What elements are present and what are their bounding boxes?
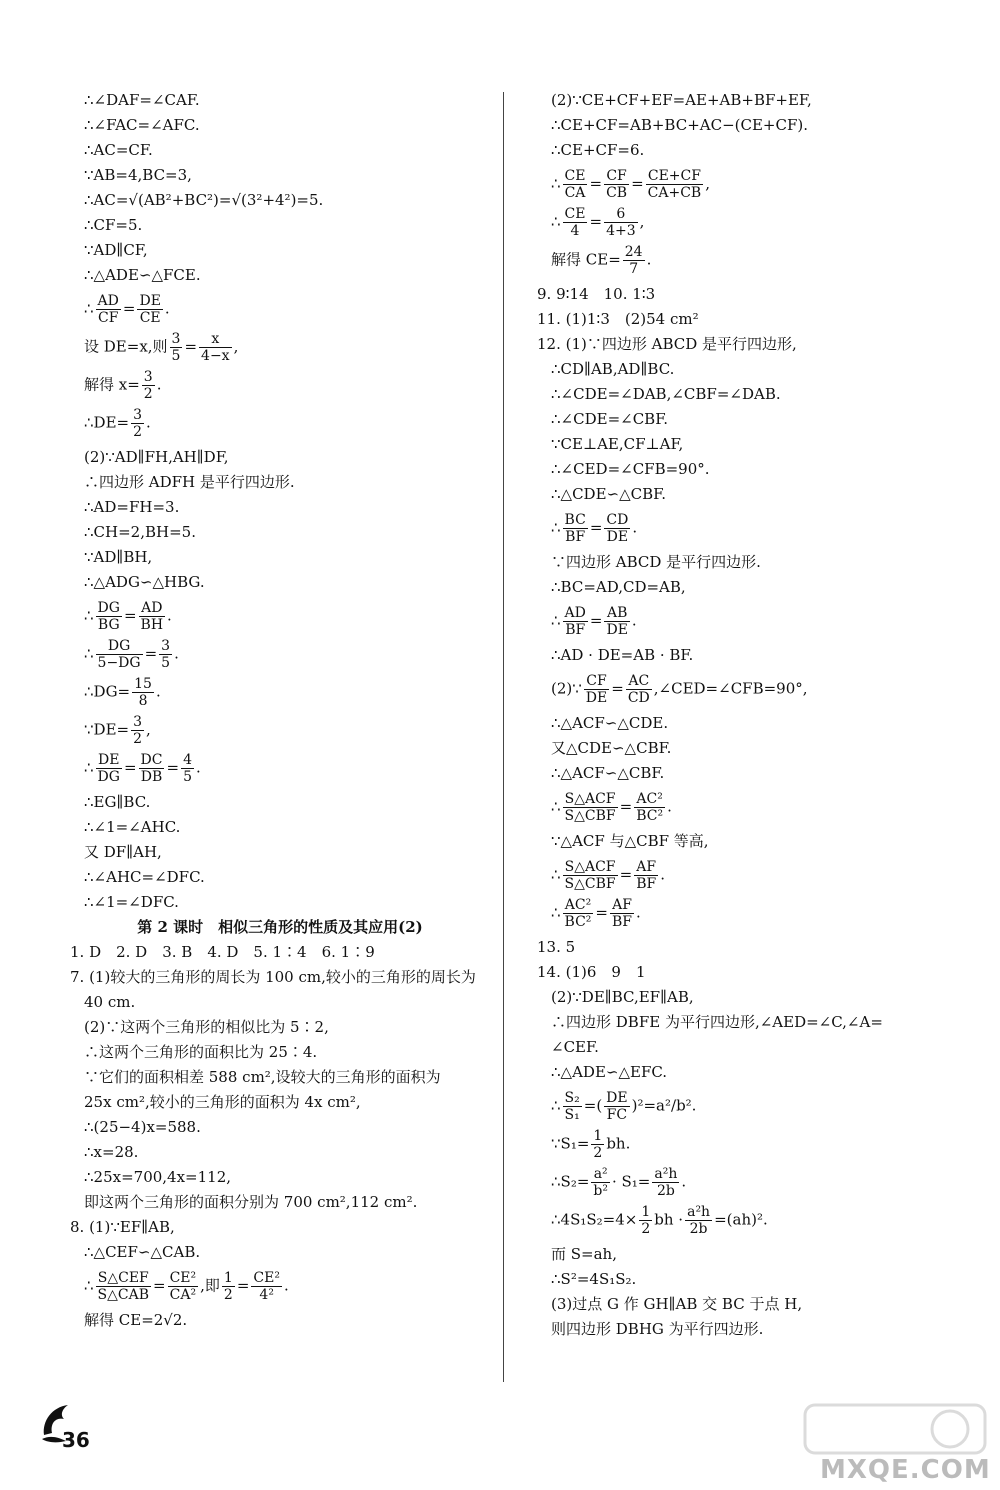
text-line: 12. (1)∵四边形 ABCD 是平行四边形, <box>537 335 797 353</box>
numerator: DE <box>606 1090 628 1106</box>
text-line: (2)∵DE∥BC,EF∥AB, <box>551 988 694 1006</box>
fraction <box>591 1166 610 1199</box>
text-run: = <box>236 1276 250 1295</box>
denominator: 5 <box>161 655 171 671</box>
text-run: , <box>146 720 151 739</box>
numerator: AD <box>564 605 586 621</box>
numerator: CE² <box>169 1270 197 1286</box>
numerator: S₂ <box>564 1090 580 1106</box>
text-run: . <box>146 413 151 432</box>
text-line: ∴CE+CF=AB+BC+AC−(CE+CF). <box>551 116 808 134</box>
text-run: . <box>156 375 162 394</box>
numerator: CE+CF <box>646 168 704 185</box>
numerator: AD <box>97 293 119 309</box>
text-line: ∵AB=4,BC=3, <box>84 166 192 184</box>
fraction <box>199 331 232 364</box>
text-line: ∴∠1=∠DFC. <box>84 893 179 911</box>
fraction <box>222 1270 235 1303</box>
fraction-line <box>70 676 490 709</box>
text-line: 11. (1)1∶3 (2)54 cm² <box>537 310 699 328</box>
fraction-line <box>70 331 490 364</box>
text-line: ∴四边形 DBFE 为平行四边形,∠AED=∠C,∠A= <box>551 1013 883 1031</box>
numerator: CF <box>584 673 609 690</box>
fraction <box>96 752 122 785</box>
denominator: S△CBF <box>564 876 616 892</box>
text-line: 7. (1)较大的三角形的周长为 100 cm,较小的三角形的周长为 <box>70 968 476 986</box>
text-run: = <box>595 903 608 922</box>
fraction <box>685 1204 712 1237</box>
text-run: . <box>646 250 652 269</box>
denominator: 5 <box>183 769 192 785</box>
fraction <box>132 676 154 709</box>
text-run: . <box>631 611 637 630</box>
text-line: ∴AD · DE=AB · BF. <box>551 646 694 664</box>
text-run: 解得 x= <box>84 375 140 394</box>
denominator: BF <box>636 876 657 892</box>
text-line: (2)∵CE+CF+EF=AE+AB+BF+EF, <box>551 91 812 109</box>
section-heading: 第 2 课时 相似三角形的性质及其应用(2) <box>137 918 423 936</box>
denominator: DE <box>606 622 628 638</box>
fraction <box>652 1166 679 1199</box>
text-line: 则四边形 DBHG 为平行四边形. <box>551 1320 764 1338</box>
denominator: CD <box>627 690 650 706</box>
fraction <box>142 369 155 402</box>
numerator: DC <box>140 752 163 768</box>
fraction-line <box>537 1204 957 1237</box>
fraction <box>159 638 172 671</box>
fraction <box>604 206 638 239</box>
fraction <box>646 168 704 201</box>
fraction <box>168 1270 199 1303</box>
watermark-text: MXQE.COM <box>820 1455 991 1485</box>
text-line: ∵AD∥BH, <box>84 548 153 566</box>
numerator: 3 <box>133 714 143 730</box>
text-line: ∴∠DAF=∠CAF. <box>84 91 200 109</box>
numerator: 1 <box>223 1270 233 1286</box>
text-line: ∴S²=4S₁S₂. <box>551 1270 637 1288</box>
text-run: . <box>681 1172 687 1191</box>
denominator: BH <box>140 617 164 633</box>
text-run: . <box>164 299 170 318</box>
denominator: CF <box>98 310 119 326</box>
text-line: ∴CE+CF=6. <box>551 141 645 159</box>
fraction <box>96 293 121 326</box>
text-line: 25x cm²,较小的三角形的面积为 4x cm², <box>84 1093 361 1111</box>
numerator: AF <box>610 897 634 914</box>
equals-sign: = <box>631 174 644 193</box>
fraction <box>610 897 634 930</box>
text-run: , <box>233 337 239 356</box>
denominator: 2 <box>641 1221 651 1237</box>
text-line: 9. 9∶14 10. 1∶3 <box>537 285 656 303</box>
denominator: 7 <box>629 261 639 277</box>
numerator: AF <box>634 859 658 876</box>
numerator: S△CEF <box>96 1270 151 1287</box>
fraction-line <box>70 293 490 326</box>
text-line: 14. (1)6 9 1 <box>537 963 646 981</box>
text-run: . <box>155 682 161 701</box>
numerator: CE² <box>253 1270 280 1286</box>
text-run: . <box>174 644 179 663</box>
fraction <box>137 293 162 326</box>
numerator: 1 <box>641 1204 651 1220</box>
text-run: . <box>632 518 638 537</box>
text-line: 8. (1)∵EF∥AB, <box>70 1218 175 1236</box>
numerator: AD <box>139 600 166 617</box>
text-run: = <box>619 865 633 884</box>
numerator: x <box>199 331 232 348</box>
text-line: ∴∠1=∠AHC. <box>84 818 181 836</box>
text-run: = <box>589 212 603 231</box>
denominator: S₁ <box>564 1107 580 1123</box>
fraction-line <box>70 638 490 671</box>
text-run: = <box>589 611 603 630</box>
denominator: 2b <box>689 1221 708 1237</box>
text-run: ∵S₁= <box>551 1134 590 1153</box>
numerator: AC² <box>634 791 665 808</box>
fraction <box>96 638 143 671</box>
fraction <box>563 605 588 638</box>
denominator: S△CAB <box>97 1287 150 1303</box>
text-line: 解得 CE=2√2. <box>84 1311 188 1329</box>
text-run: 解得 CE= <box>551 250 621 269</box>
text-run: · S₁= <box>611 1172 651 1191</box>
fraction <box>604 605 629 638</box>
text-run: =( <box>583 1096 603 1115</box>
denominator: DG <box>97 769 120 785</box>
fraction <box>563 1090 582 1123</box>
fraction-line <box>70 752 490 785</box>
equals-sign: = <box>166 758 180 777</box>
equals-sign: = <box>589 174 603 193</box>
text-line: ∴∠CDE=∠CBF. <box>551 410 669 428</box>
text-run: = <box>123 606 137 625</box>
text-line: ∴CF=5. <box>84 216 143 234</box>
fraction-line <box>70 714 490 747</box>
text-run: (2)∵ <box>551 679 582 698</box>
fraction <box>634 791 665 824</box>
fraction <box>181 752 194 785</box>
denominator: BF <box>612 914 633 930</box>
text-line: ∴∠CED=∠CFB=90°. <box>551 460 710 478</box>
page-number: 36 <box>62 1428 90 1452</box>
text-line: ∴CH=2,BH=5. <box>84 523 196 541</box>
fraction-line <box>70 600 490 633</box>
text-run: ∵DE= <box>84 720 130 739</box>
text-line: 1. D 2. D 3. B 4. D 5. 1∶4 6. 1∶9 <box>70 943 375 961</box>
text-line: ∠CEF. <box>551 1038 599 1056</box>
denominator: 2 <box>223 1287 233 1303</box>
numerator: 24 <box>624 244 643 260</box>
text-run: ∴ <box>551 865 561 884</box>
text-run: ∴ <box>551 797 561 816</box>
text-line: 即这两个三角形的面积分别为 700 cm²,112 cm². <box>84 1193 418 1211</box>
denominator: BF <box>565 529 586 545</box>
text-run: bh. <box>606 1134 631 1153</box>
fraction <box>639 1204 652 1237</box>
text-line: ∴四边形 ADFH 是平行四边形. <box>84 473 295 491</box>
text-line: ∴∠CDE=∠DAB,∠CBF=∠DAB. <box>551 385 781 403</box>
text-line: ∴(25−4)x=588. <box>84 1118 201 1136</box>
fraction <box>563 859 618 892</box>
text-run: ∴DE= <box>84 413 130 432</box>
fraction-line <box>70 1270 490 1303</box>
denominator: BF <box>565 622 586 638</box>
text-run: = <box>589 518 603 537</box>
text-line: 又 DF∥AH, <box>84 843 162 861</box>
fraction-line <box>537 791 957 824</box>
fraction <box>96 1270 151 1303</box>
numerator: a²h <box>654 1166 678 1182</box>
text-line: ∴△ADG∽△HBG. <box>84 573 205 591</box>
fraction-line <box>537 605 957 638</box>
numerator: DE <box>96 752 122 769</box>
text-line: ∴∠FAC=∠AFC. <box>84 116 200 134</box>
text-run: ,∠CED=∠CFB=90°, <box>653 679 808 698</box>
numerator: AC² <box>563 897 594 914</box>
right-column <box>537 88 957 1342</box>
text-line: ∴x=28. <box>84 1143 139 1161</box>
denominator: 5−DG <box>97 655 141 671</box>
text-run: . <box>636 903 641 922</box>
fraction <box>563 206 588 239</box>
numerator: CE <box>564 206 586 222</box>
text-line: ∴△ADE∽△FCE. <box>84 266 201 284</box>
fraction <box>584 673 609 706</box>
fraction <box>139 752 165 785</box>
numerator: CD <box>606 512 629 528</box>
text-run: = <box>184 337 198 356</box>
denominator: 2 <box>143 386 153 402</box>
numerator: 15 <box>134 676 152 692</box>
fraction <box>563 512 588 545</box>
fraction <box>170 331 183 364</box>
denominator: FC <box>606 1107 628 1123</box>
fraction-line <box>70 369 490 402</box>
text-line: ∴△ACF∽△CDE. <box>551 714 669 732</box>
text-run: =(ah)². <box>714 1210 768 1229</box>
text-line: ∴AD=FH=3. <box>84 498 180 516</box>
text-run: )²=a²/b². <box>631 1096 697 1115</box>
numerator: 4 <box>183 752 192 768</box>
text-run: = <box>153 1276 166 1295</box>
text-line: ∴△ACF∽△CBF. <box>551 764 665 782</box>
numerator: 1 <box>593 1128 603 1144</box>
numerator: DG <box>96 638 143 655</box>
text-run: ∴S₂= <box>551 1172 590 1191</box>
text-line: ∴25x=700,4x=112, <box>84 1168 232 1186</box>
fraction <box>131 407 144 440</box>
text-line: ∴AC=√(AB²+BC²)=√(3²+4²)=5. <box>84 191 324 209</box>
fraction-line <box>537 206 957 239</box>
text-line: ∵△ACF 与△CBF 等高, <box>551 832 709 850</box>
equals-sign: = <box>123 758 137 777</box>
fraction <box>96 600 122 633</box>
text-line: ∵AD∥CF, <box>84 241 148 259</box>
fraction <box>604 512 630 545</box>
text-run: ∴ <box>551 611 561 630</box>
text-run: ∴ <box>84 644 94 663</box>
numerator: CF <box>604 168 629 185</box>
text-run: ∴ <box>84 606 94 625</box>
denominator: CB <box>606 185 628 201</box>
denominator: 2 <box>593 1145 603 1161</box>
denominator: 2b <box>656 1183 675 1199</box>
denominator: BC² <box>636 808 664 824</box>
fraction <box>563 791 618 824</box>
denominator: CA <box>564 185 586 201</box>
text-run: , <box>639 212 645 231</box>
numerator: 3 <box>171 331 181 347</box>
fraction <box>623 244 645 277</box>
numerator: 6 <box>604 206 638 223</box>
text-run: ,即 <box>200 1276 220 1295</box>
fraction <box>139 600 166 633</box>
text-line: 而 S=ah, <box>551 1245 617 1263</box>
numerator: DE <box>139 293 161 309</box>
numerator: a²h <box>687 1204 711 1220</box>
text-line: ∴∠AHC=∠DFC. <box>84 868 205 886</box>
fraction <box>563 897 594 930</box>
denominator: 2 <box>133 731 143 747</box>
numerator: AB <box>604 605 629 622</box>
text-run: ∴ <box>84 299 94 318</box>
text-run: , <box>705 174 710 193</box>
fraction-line <box>537 168 957 201</box>
fraction <box>131 714 144 747</box>
numerator: S△ACF <box>563 859 618 876</box>
numerator: BC <box>564 512 586 528</box>
fraction <box>604 1090 629 1123</box>
text-run: = <box>611 679 624 698</box>
numerator: 3 <box>143 369 153 385</box>
denominator: 4+3 <box>606 223 636 239</box>
numerator: 3 <box>133 407 143 423</box>
text-line: ∴这两个三角形的面积比为 25∶4. <box>84 1043 318 1061</box>
text-line: (3)过点 G 作 GH∥AB 交 BC 于点 H, <box>551 1295 803 1313</box>
text-line: 40 cm. <box>84 993 136 1011</box>
denominator: b² <box>593 1183 608 1199</box>
denominator: CE <box>139 310 161 326</box>
fraction-line <box>537 244 957 277</box>
text-run: ∴ <box>84 758 94 777</box>
fraction <box>591 1128 604 1161</box>
numerator: S△ACF <box>563 791 618 808</box>
text-line: ∵CE⊥AE,CF⊥AF, <box>551 435 684 453</box>
denominator: BC² <box>564 914 592 930</box>
text-run: . <box>283 1276 289 1295</box>
text-run: ∴ <box>84 1276 94 1295</box>
text-line: ∴△CDE∽△CBF. <box>551 485 666 503</box>
text-run: ∴ <box>551 174 561 193</box>
text-run: ∴DG= <box>84 682 131 701</box>
text-run: . <box>195 758 201 777</box>
fraction <box>626 673 652 706</box>
numerator: CE <box>564 168 586 184</box>
text-run: . <box>167 606 172 625</box>
text-line: 13. 5 <box>537 938 576 956</box>
denominator: 4² <box>259 1287 274 1303</box>
fraction <box>251 1270 282 1303</box>
text-run: ∴4S₁S₂=4× <box>551 1210 638 1229</box>
text-line: ∵它们的面积相差 588 cm²,设较大的三角形的面积为 <box>84 1068 441 1086</box>
denominator: DB <box>140 769 163 785</box>
text-run: = <box>144 644 158 663</box>
numerator: AC <box>626 673 652 690</box>
text-line: ∴CD∥AB,AD∥BC. <box>551 360 675 378</box>
text-line: ∴△CEF∽△CAB. <box>84 1243 201 1261</box>
fraction-line <box>537 1166 957 1199</box>
text-line: (2)∵这两个三角形的相似比为 5∶2, <box>84 1018 329 1036</box>
numerator: 3 <box>161 638 171 654</box>
text-run: ∴ <box>551 1096 561 1115</box>
fraction <box>563 168 588 201</box>
denominator: BG <box>97 617 120 633</box>
fraction-line <box>537 859 957 892</box>
text-run: ∴ <box>551 518 561 537</box>
denominator: S△CBF <box>564 808 616 824</box>
numerator: a² <box>591 1166 610 1183</box>
text-line: ∴△ADE∽△EFC. <box>551 1063 668 1081</box>
left-column <box>70 88 490 1333</box>
text-line: 又△CDE∽△CBF. <box>551 739 672 757</box>
denominator: 8 <box>138 693 148 709</box>
column-divider <box>503 92 504 1382</box>
denominator: DE <box>606 529 629 545</box>
denominator: CA² <box>169 1287 197 1303</box>
numerator: DG <box>97 600 120 616</box>
fraction <box>634 859 658 892</box>
text-line: ∴BC=AD,CD=AB, <box>551 578 686 596</box>
denominator: 4 <box>570 223 580 239</box>
text-line: ∴EG∥BC. <box>84 793 151 811</box>
fraction-line <box>537 1128 957 1161</box>
fraction <box>604 168 629 201</box>
text-run: ∴ <box>551 903 561 922</box>
fraction-line <box>70 407 490 440</box>
text-run: bh · <box>654 1210 684 1229</box>
text-line: ∴AC=CF. <box>84 141 153 159</box>
denominator: CA+CB <box>647 185 702 201</box>
text-run: ∴ <box>551 212 561 231</box>
fraction-line <box>537 673 957 706</box>
text-line: ∵四边形 ABCD 是平行四边形. <box>551 553 761 571</box>
text-run: = <box>619 797 633 816</box>
text-run: = <box>122 299 136 318</box>
text-run: . <box>660 865 665 884</box>
denominator: 4−x <box>201 348 230 364</box>
fraction-line <box>537 897 957 930</box>
text-run: . <box>667 797 672 816</box>
fraction-line <box>537 512 957 545</box>
fraction-line <box>537 1090 957 1123</box>
denominator: DE <box>585 690 608 706</box>
text-line: (2)∵AD∥FH,AH∥DF, <box>84 448 229 466</box>
denominator: 2 <box>133 424 143 440</box>
text-run: 设 DE=x,则 <box>84 337 168 356</box>
denominator: 5 <box>171 348 181 364</box>
